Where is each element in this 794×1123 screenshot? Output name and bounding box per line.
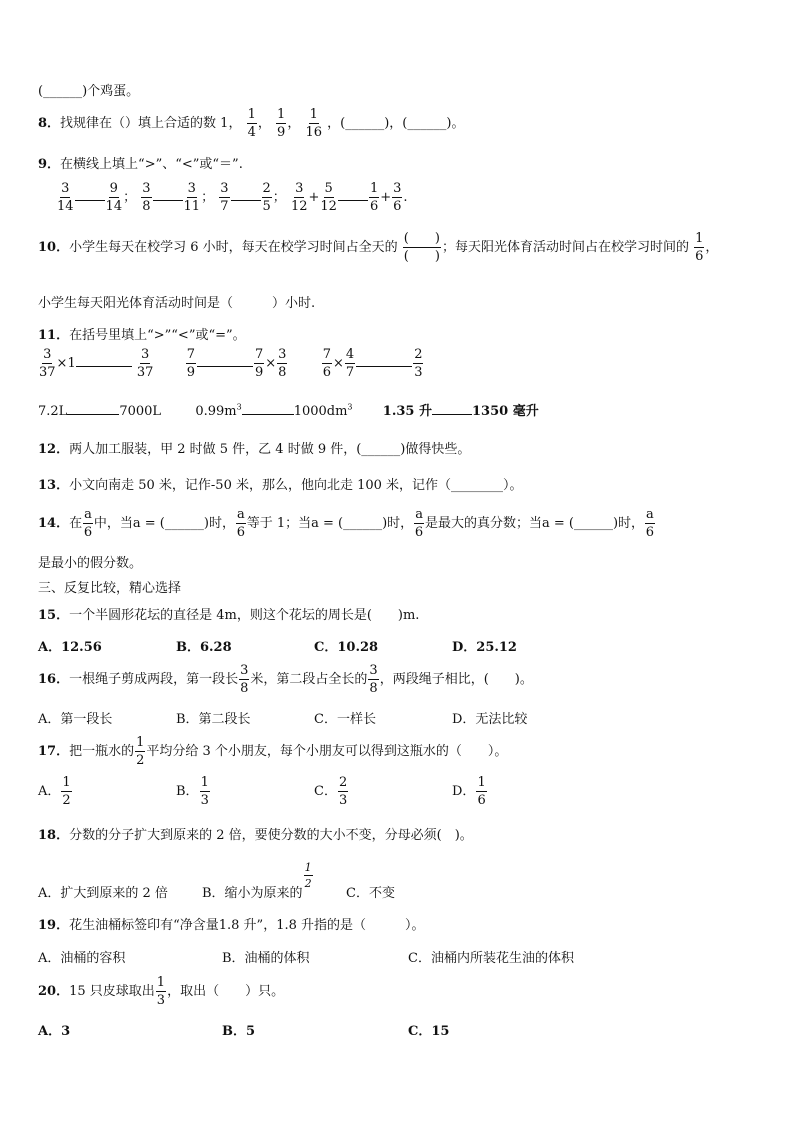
q9-blank-2[interactable] bbox=[153, 200, 183, 201]
q11-text: 在括号里填上“>”“<”或“=”。 bbox=[69, 328, 246, 343]
q9-frac-j: $\frac{3}{6}$ bbox=[393, 181, 402, 214]
q16-option-c[interactable]: C．一样长 bbox=[314, 712, 376, 727]
question-8: 8．找规律在（）填上合适的数 1， $\frac{1}{4}$ ， $\frac{1}{9}$ ， $\frac{1}{16}$ ，(______)，(______)。 bbox=[38, 107, 465, 140]
question-16: 16．一根绳子剪成两段，第一段长 $\frac{3}{8}$ 米，第二段占全长的 $\frac{3}{8}$ ，两段绳子相比，( )。 bbox=[38, 663, 533, 696]
q18-option-b[interactable]: B．缩小为原来的 $\frac{1}{2}$ bbox=[202, 861, 312, 901]
q11-b: 7000L bbox=[119, 404, 162, 419]
q11-frac-k: $\frac{2}{3}$ bbox=[414, 347, 423, 380]
q9-blank-1[interactable] bbox=[75, 200, 105, 201]
q11-blank-1[interactable] bbox=[76, 366, 132, 367]
q14-blank-2[interactable]: a = (______)时， bbox=[311, 516, 414, 531]
q16-fraction-1: $\frac{3}{8}$ bbox=[240, 663, 249, 696]
q16-option-d[interactable]: D．无法比较 bbox=[452, 712, 528, 727]
q20-number: 20． bbox=[38, 984, 70, 999]
question-17: 17．把一瓶水的 $\frac{1}{2}$ 平均分给 3 个小朋友，每个小朋友可以得到这瓶水的（ ）。 bbox=[38, 735, 508, 768]
q7-tail bbox=[38, 80, 139, 99]
q15-number: 15． bbox=[38, 608, 70, 623]
q11-a: 7.2L bbox=[38, 404, 68, 419]
question-15 bbox=[38, 604, 419, 623]
q8-fraction-2: $\frac{1}{9}$ bbox=[277, 107, 286, 140]
q16-fraction-2: $\frac{3}{8}$ bbox=[369, 663, 378, 696]
q11-row-1: $\frac{3}{37}$ ×1 $\frac{3}{37}$ $\frac{7}{9}$ $\frac{7}{9}$ × $\frac{3}{8}$ $\frac{7}{6}$ × $\frac{4}{7}$ $\frac{2}{3}$ bbox=[39, 347, 423, 380]
q9-number: 9． bbox=[38, 157, 61, 172]
q10-blank-fraction[interactable]: ( ) ( ) bbox=[403, 231, 440, 264]
q9-blank-4[interactable] bbox=[338, 200, 368, 201]
q7-blank[interactable]: (______) bbox=[38, 84, 88, 99]
q9-frac-b: $\frac{9}{14}$ bbox=[105, 181, 123, 214]
q11-frac-g: $\frac{7}{6}$ bbox=[322, 347, 331, 380]
q11-number: 11． bbox=[38, 328, 70, 343]
q17-option-a[interactable]: A． $\frac{1}{2}$ bbox=[38, 775, 71, 808]
q19-option-b[interactable]: B．油桶的体积 bbox=[222, 951, 310, 966]
question-19 bbox=[38, 914, 425, 933]
q10-line-2 bbox=[38, 292, 315, 311]
q18-text: 分数的分子扩大到原来的 2 倍，要使分数的大小不变，分母必须( )。 bbox=[69, 828, 473, 843]
q8-blanks[interactable]: ，(______)，(______)。 bbox=[327, 116, 465, 131]
q11-blank-6[interactable] bbox=[432, 414, 472, 415]
q19-text: 花生油桶标签印有“净含量1.8 升”，1.8 升指的是（ ）。 bbox=[69, 918, 425, 933]
q17-number: 17． bbox=[38, 744, 70, 759]
q12-number: 12． bbox=[38, 442, 70, 457]
q9-text: 在横线上填上“>”、“<”或“＝”. bbox=[60, 157, 243, 172]
q16-number: 16． bbox=[38, 672, 70, 687]
q20-option-a[interactable]: A．3 bbox=[38, 1024, 71, 1039]
q17-option-b[interactable]: B． $\frac{1}{3}$ bbox=[176, 775, 209, 808]
q15-option-d[interactable]: D．25.12 bbox=[452, 640, 517, 655]
q11-frac-e: $\frac{3}{8}$ bbox=[278, 347, 287, 380]
q15-option-c[interactable]: C．10.28 bbox=[314, 640, 379, 655]
q19-option-c[interactable]: C．油桶内所装花生油的体积 bbox=[408, 951, 574, 966]
q11-frac-c: $\frac{7}{9}$ bbox=[186, 347, 195, 380]
q12-text: 两人加工服装，甲 2 时做 5 件，乙 4 时做 9 件，(______)做得快些。 bbox=[69, 442, 471, 457]
q11-frac-d: $\frac{7}{9}$ bbox=[254, 347, 264, 380]
q8-fraction-1: $\frac{1}{4}$ bbox=[247, 107, 256, 140]
q19-option-a[interactable]: A．油桶的容积 bbox=[38, 951, 126, 966]
q10-text-3: 小学生每天阳光体育活动时间是（ ）小时. bbox=[38, 296, 316, 311]
q9-frac-f: $\frac{2}{5}$ bbox=[262, 181, 271, 214]
q18-number: 18． bbox=[38, 828, 70, 843]
question-20: 20．15 只皮球取出 $\frac{1}{3}$ ，取出（ ）只。 bbox=[38, 975, 285, 1008]
q13-number: 13． bbox=[38, 478, 70, 493]
q11-c: 0.99m bbox=[195, 404, 237, 419]
question-13 bbox=[38, 474, 523, 493]
q14-number: 14． bbox=[38, 516, 70, 531]
q10-fraction: $\frac{1}{6}$ bbox=[695, 231, 704, 264]
question-12 bbox=[38, 438, 470, 457]
q15-option-b[interactable]: B．6.28 bbox=[176, 640, 232, 655]
q18-option-a[interactable]: A．扩大到原来的 2 倍 bbox=[38, 886, 168, 901]
q15-text: 一个半圆形花坛的直径是 4m，则这个花坛的周长是( )m. bbox=[69, 608, 420, 623]
q17-option-c[interactable]: C． $\frac{2}{3}$ bbox=[314, 775, 348, 808]
q10-text-1: 小学生每天在校学习 6 小时，每天在校学习时间占全天的 bbox=[69, 240, 398, 255]
q9-blank-3[interactable] bbox=[231, 200, 261, 201]
q11-f: 1350 毫升 bbox=[472, 404, 539, 419]
q11-frac-b: $\frac{3}{37}$ bbox=[136, 347, 154, 380]
q11-blank-4[interactable] bbox=[67, 414, 119, 415]
q18-option-c[interactable]: C．不变 bbox=[346, 886, 395, 901]
q9-frac-a: $\frac{3}{14}$ bbox=[57, 181, 74, 214]
q8-text: 找规律在（）填上合适的数 1， bbox=[60, 116, 242, 131]
q20-option-c[interactable]: C．15 bbox=[408, 1024, 450, 1039]
q11-blank-3[interactable] bbox=[356, 366, 412, 367]
q17-fraction: $\frac{1}{2}$ bbox=[136, 735, 145, 768]
q14-blank-1[interactable]: a = (______)时， bbox=[132, 516, 235, 531]
q10-text-2: ；每天阳光体育活动时间占在校学习时间的 bbox=[441, 240, 689, 255]
q11-d: 1000dm bbox=[293, 404, 348, 419]
q11-blank-2[interactable] bbox=[197, 366, 253, 367]
q10-number: 10． bbox=[38, 240, 70, 255]
q11-e: 1.35 升 bbox=[382, 404, 432, 419]
q14-blank-3[interactable]: a = (______)时， bbox=[541, 516, 645, 531]
q16-option-b[interactable]: B．第二段长 bbox=[176, 712, 251, 727]
q16-option-a[interactable]: A．第一段长 bbox=[38, 712, 113, 727]
section-3-heading: 三、反复比较，精心选择 bbox=[38, 581, 182, 596]
q11-blank-5[interactable] bbox=[242, 414, 294, 415]
q20-option-b[interactable]: B．5 bbox=[222, 1024, 256, 1039]
q13-text: 小文向南走 50 米，记作-50 米，那么，他向北走 100 米，记作（________）。 bbox=[69, 478, 523, 493]
q9-frac-d: $\frac{3}{11}$ bbox=[183, 181, 201, 214]
q7-tail-text: 个鸡蛋。 bbox=[87, 84, 140, 99]
q8-number: 8． bbox=[38, 116, 61, 131]
q19-number: 19． bbox=[38, 918, 70, 933]
question-14: 14．在 $\frac{a}{6}$ 中，当a = (______)时， $\frac{a}{6}$ 等于 1；当a = (______)时， $\frac{a}{6}$ 是最大的真分数；当a = (______)时， $\frac{a}{6}$ bbox=[38, 507, 655, 540]
q9-comparisons: $\frac{3}{14}$ $\frac{9}{14}$ ； $\frac{3}{8}$ $\frac{3}{11}$ ； $\frac{3}{7}$ $\frac{2}{5}$ ； $\frac{3}{12}$ + $\frac{5}{12}$ $\frac{1}{6}$ + $\frac{3}{6}$ . bbox=[57, 181, 408, 214]
q9-frac-c: $\frac{3}{8}$ bbox=[142, 181, 151, 214]
q11-frac-h: $\frac{4}{7}$ bbox=[345, 347, 355, 380]
q8-fraction-3: $\frac{1}{16}$ bbox=[305, 107, 323, 140]
q20-fraction: $\frac{1}{3}$ bbox=[156, 975, 166, 1008]
q9-frac-h: $\frac{5}{12}$ bbox=[320, 181, 337, 214]
question-9 bbox=[38, 153, 243, 172]
q14-fraction: $\frac{a}{6}$ bbox=[83, 507, 93, 540]
q9-frac-i: $\frac{1}{6}$ bbox=[369, 181, 379, 214]
q14-tail: 是最小的假分数。 bbox=[38, 556, 143, 571]
q11-frac-a: $\frac{3}{37}$ bbox=[39, 347, 56, 380]
q9-frac-e: $\frac{3}{7}$ bbox=[220, 181, 229, 214]
q17-option-d[interactable]: D． $\frac{1}{6}$ bbox=[452, 775, 486, 808]
q9-frac-g: $\frac{3}{12}$ bbox=[290, 181, 308, 214]
question-10: 10．小学生每天在校学习 6 小时，每天在校学习时间占全天的 ( ) ( ) ；每天阳光体育活动时间占在校学习时间的 $\frac{1}{6}$ ， bbox=[38, 231, 719, 264]
q15-option-a[interactable]: A．12.56 bbox=[38, 640, 102, 655]
question-11 bbox=[38, 324, 246, 343]
q11-row-2: 7.2L 7000L $0.99m^3$ $1000dm^3$ 1.35 升 1350 毫升 bbox=[38, 402, 539, 419]
question-18 bbox=[38, 824, 473, 843]
